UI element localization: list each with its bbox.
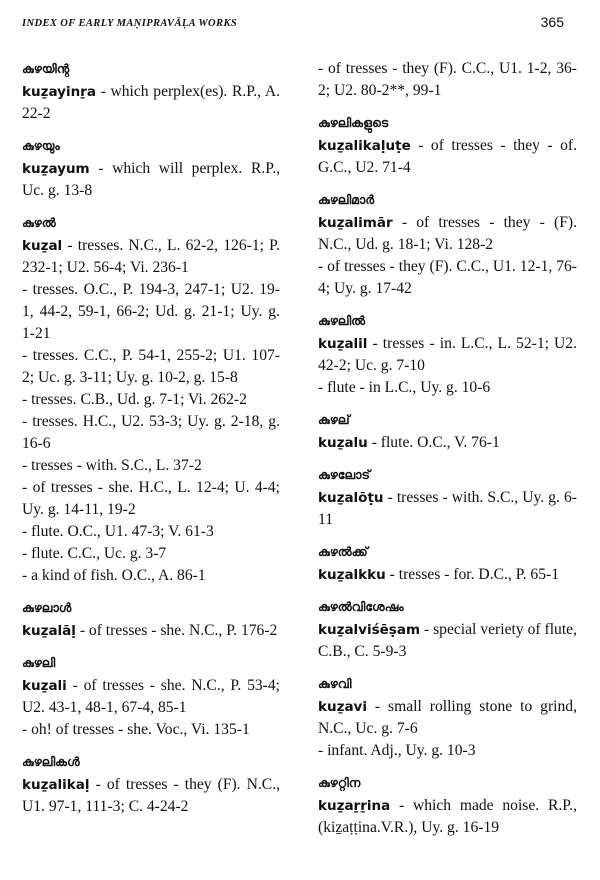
transliterated-term: kuẕal <box>22 238 63 254</box>
transliterated-term: kuẕayum <box>22 161 90 177</box>
definition-text: - flute. C.C., Uc. g. 3-7 <box>22 545 167 562</box>
definition-text: - flute. O.C., U1. 47-3; V. 61-3 <box>22 523 214 540</box>
entry-line <box>22 521 280 543</box>
definition-text: - tresses - with. S.C., L. 37-2 <box>22 457 202 474</box>
definition-text: - of tresses - she. N.C., P. 176-2 <box>75 622 278 639</box>
index-entry <box>318 58 577 102</box>
definition-text: - tresses - in. L.C., L. 52-1; U2. 42-2; Uc. g. 7-10 <box>318 335 577 374</box>
definition-text: - of tresses - they (F). C.C., U1. 12-1, 76-4; Uy. g. 17-42 <box>318 258 577 297</box>
definition-text: - which perplex(es). R.P., A. 22-2 <box>22 83 280 122</box>
entry-line <box>318 212 577 256</box>
definition-text: - tresses - with. S.C., Uy. g. 6-11 <box>318 489 577 528</box>
transliterated-term: kuẕalimār <box>318 215 393 231</box>
entry-line <box>318 256 577 300</box>
transliterated-term: kuẕayinṟa <box>22 84 96 100</box>
right-column <box>318 58 577 851</box>
index-entry <box>318 675 577 762</box>
page-number: 365 <box>540 14 564 30</box>
malayalam-headword: കുഴലികളുടെ <box>318 115 389 130</box>
malayalam-headword: കുഴയും <box>22 138 60 153</box>
entry-line <box>318 377 577 399</box>
definition-text: - tresses - for. D.C., P. 65-1 <box>385 566 560 583</box>
index-entry <box>22 599 280 642</box>
index-entry <box>22 137 280 202</box>
entry-line <box>22 675 280 719</box>
index-entry <box>22 654 280 741</box>
definition-text: - of tresses - she. H.C., L. 12-4; U. 4-4; Uy. g. 14-11, 19-2 <box>22 479 280 518</box>
index-entry <box>318 774 577 839</box>
malayalam-headword: കുഴലിമാർ <box>318 192 375 207</box>
transliterated-term: kuẕalviśēṣam <box>318 622 421 638</box>
entry-line <box>318 487 577 531</box>
malayalam-headword: കുഴലികൾ <box>22 754 80 769</box>
transliterated-term: kuẕalāḷ <box>22 623 76 639</box>
entry-line <box>22 411 280 455</box>
transliterated-term: kuẕavi <box>318 699 367 715</box>
entry-line <box>318 795 577 839</box>
malayalam-headword: കുഴയിന്റ <box>22 61 70 76</box>
entry-line <box>318 740 577 762</box>
entry-line <box>22 455 280 477</box>
malayalam-headword: കുഴല് <box>318 412 350 427</box>
definition-text: - a kind of fish. O.C., A. 86-1 <box>22 567 206 584</box>
index-entry <box>318 543 577 586</box>
index-entry <box>318 312 577 399</box>
entry-line <box>22 719 280 741</box>
malayalam-headword: കുഴലോട് <box>318 467 370 482</box>
entry-line <box>22 81 280 125</box>
definition-text: - tresses. H.C., U2. 53-3; Uy. g. 2-18, g. 16-6 <box>22 413 280 452</box>
definition-text: - tresses. O.C., P. 194-3, 247-1; U2. 19-1, 44-2, 59-1, 66-2; Ud. g. 21-1; Uy. g. 1-21 <box>22 281 280 342</box>
malayalam-headword: കുഴൽക്ക് <box>318 544 368 559</box>
index-entry <box>318 114 577 179</box>
definition-text: - which made noise. R.P., (kiẕaṭṭina.V.R.), Uy. g. 16-19 <box>318 797 577 836</box>
entry-line <box>318 564 577 586</box>
definition-text: - of tresses - they (F). N.C., U1. 97-1, 111-3; C. 4-24-2 <box>22 776 280 815</box>
entry-line <box>22 543 280 565</box>
definition-text: - oh! of tresses - she. Voc., Vi. 135-1 <box>22 721 250 738</box>
malayalam-headword: കുഴൽവിശേഷം <box>318 599 404 614</box>
entry-line <box>22 345 280 389</box>
entry-line <box>22 235 280 279</box>
malayalam-headword: കുഴവി <box>318 676 352 691</box>
transliterated-term: kuẕaṟṟina <box>318 798 391 814</box>
entry-line <box>22 565 280 587</box>
entry-line <box>22 389 280 411</box>
transliterated-term: kuẕalil <box>318 336 368 352</box>
malayalam-headword: കുഴറ്റിന <box>318 775 361 790</box>
definition-text: - tresses. C.B., Ud. g. 7-1; Vi. 262-2 <box>22 391 247 408</box>
index-entry <box>22 60 280 125</box>
definition-text: - which will perplex. R.P., Uc. g. 13-8 <box>22 160 280 199</box>
definition-text: - small rolling stone to grind, N.C., Uc. g. 7-6 <box>318 698 577 737</box>
definition-text: - tresses. N.C., L. 62-2, 126-1; P. 232-1; U2. 56-4; Vi. 236-1 <box>22 237 280 276</box>
definition-text: - of tresses - they - of. G.C., U2. 71-4 <box>318 137 577 176</box>
definition-text: - of tresses - they (F). C.C., U1. 1-2, 36-2; U2. 80-2**, 99-1 <box>318 60 577 99</box>
definition-text: - flute - in L.C., Uy. g. 10-6 <box>318 379 491 396</box>
index-entry <box>318 598 577 663</box>
entry-line <box>22 477 280 521</box>
entry-line <box>22 279 280 345</box>
entry-line <box>318 333 577 377</box>
transliterated-term: kuẕalu <box>318 435 368 451</box>
transliterated-term: kuẕalikaḷuṭe <box>318 138 411 154</box>
definition-text: - of tresses - she. N.C., P. 53-4; U2. 43-1, 48-1, 67-4, 85-1 <box>22 677 280 716</box>
index-entry <box>318 191 577 300</box>
transliterated-term: kuẕalikaḷ <box>22 777 90 793</box>
entry-line <box>318 135 577 179</box>
running-header: INDEX OF EARLY MAṆIPRAVĀḶA WORKS <box>22 18 238 29</box>
definition-text: - tresses. C.C., P. 54-1, 255-2; U1. 107-2; Uc. g. 3-11; Uy. g. 10-2, g. 15-8 <box>22 347 280 386</box>
entry-line <box>22 620 280 642</box>
definition-text: - infant. Adj., Uy. g. 10-3 <box>318 742 476 759</box>
transliterated-term: kuẕalōṭu <box>318 490 384 506</box>
entry-line <box>22 774 280 818</box>
index-entry <box>22 214 280 587</box>
entry-line <box>318 432 577 454</box>
definition-text: - flute. O.C., V. 76-1 <box>367 434 500 451</box>
transliterated-term: kuẕali <box>22 678 67 694</box>
entry-line <box>22 158 280 202</box>
left-column <box>22 60 280 830</box>
malayalam-headword: കുഴൽ <box>22 215 56 230</box>
entry-line <box>318 696 577 740</box>
malayalam-headword: കുഴലിൽ <box>318 313 366 328</box>
index-entry <box>318 466 577 531</box>
definition-text: - special veriety of flute, C.B., C. 5-9-3 <box>318 621 577 660</box>
transliterated-term: kuẕalkku <box>318 567 386 583</box>
malayalam-headword: കുഴലാൾ <box>22 600 72 615</box>
definition-text: - of tresses - they - (F). N.C., Ud. g. 18-1; Vi. 128-2 <box>318 214 577 253</box>
index-entry <box>22 753 280 818</box>
entry-line <box>318 58 577 102</box>
index-entry <box>318 411 577 454</box>
malayalam-headword: കുഴലി <box>22 655 56 670</box>
entry-line <box>318 619 577 663</box>
